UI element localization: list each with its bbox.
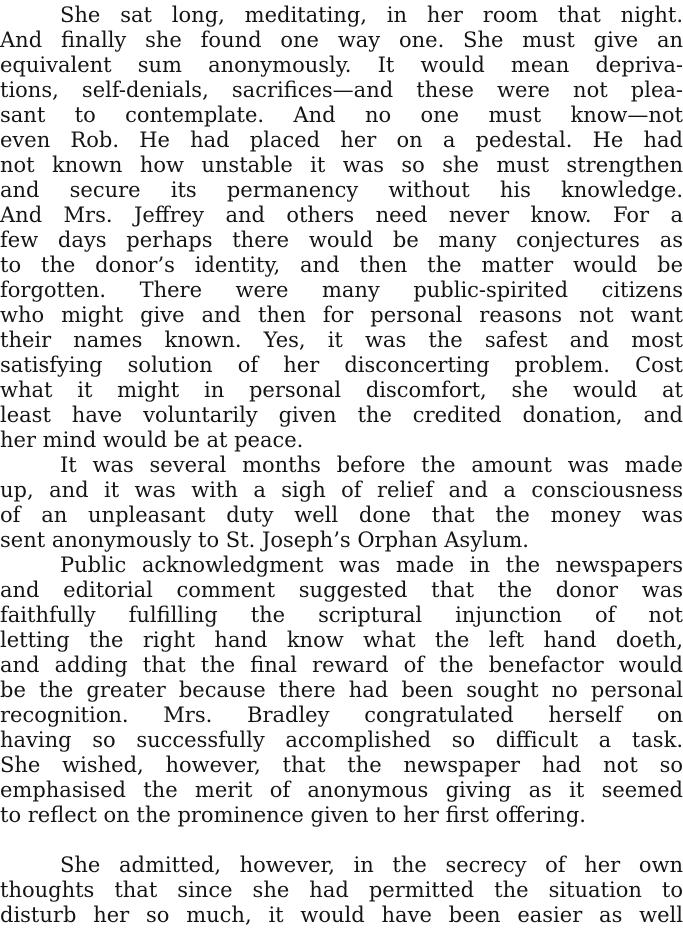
text-line: what it might in personal discomfort, she would at [0,378,683,402]
text-line: who might give and then for personal reasons not want [0,303,683,327]
text-line: not known how unstable it was so she must strengthen [0,153,683,177]
text-line: their names known. Yes, it was the safest and most [0,328,683,352]
text-line: And finally she found one way one. She must give an [0,28,683,52]
text-line: recognition. Mrs. Bradley congratulated herself on [0,703,683,727]
text-line: thoughts that since she had permitted the situation to [0,878,683,902]
text-line: to reflect on the prominence given to her first offering. [0,803,586,827]
text-line: letting the right hand know what the left hand doeth, [0,628,683,652]
text-line: emphasised the merit of anonymous giving as it seemed [0,778,683,802]
text-line: even Rob. He had placed her on a pedestal. He had [0,128,683,152]
text-line: up, and it was with a sigh of relief and a consciousness [0,478,683,502]
text-line: disturb her so much, it would have been easier as well [0,903,683,927]
text-line: And Mrs. Jeffrey and others need never know. For a [0,203,683,227]
text-line: She sat long, meditating, in her room that night. [60,3,683,27]
text-line: and adding that the final reward of the benefactor would [0,653,683,677]
text-line: tions, self-denials, sacrifices—and these were not plea- [0,78,683,102]
text-line: to the donor’s identity, and then the matter would be [0,253,683,277]
text-line: satisfying solution of her disconcerting problem. Cost [0,353,683,377]
text-line: equivalent sum anonymously. It would mean depriva- [0,53,683,77]
text-line: She wished, however, that the newspaper had not so [0,753,683,777]
text-line: and editorial comment suggested that the donor was [0,578,683,602]
text-line: forgotten. There were many public-spirited citizens [0,278,683,302]
text-line: sent anonymously to St. Joseph’s Orphan Asylum. [0,528,529,552]
text-line: and secure its permanency without his knowledge. [0,178,683,202]
text-line: She admitted, however, in the secrecy of her own [60,853,683,877]
text-line: sant to contemplate. And no one must know—not [0,103,683,127]
text-line: few days perhaps there would be many conjectures as [0,228,683,252]
text-line: of an unpleasant duty well done that the money was [0,503,683,527]
text-line: faithfully fulfilling the scriptural injunction of not [0,603,683,627]
text-line: be the greater because there had been sought no personal [0,678,683,702]
text-line: her mind would be at peace. [0,428,304,452]
text-line: Public acknowledgment was made in the newspapers [60,553,683,577]
text-line: It was several months before the amount was made [60,453,683,477]
text-line: least have voluntarily given the credited donation, and [0,403,683,427]
text-line: having so successfully accomplished so difficult a task. [0,728,683,752]
